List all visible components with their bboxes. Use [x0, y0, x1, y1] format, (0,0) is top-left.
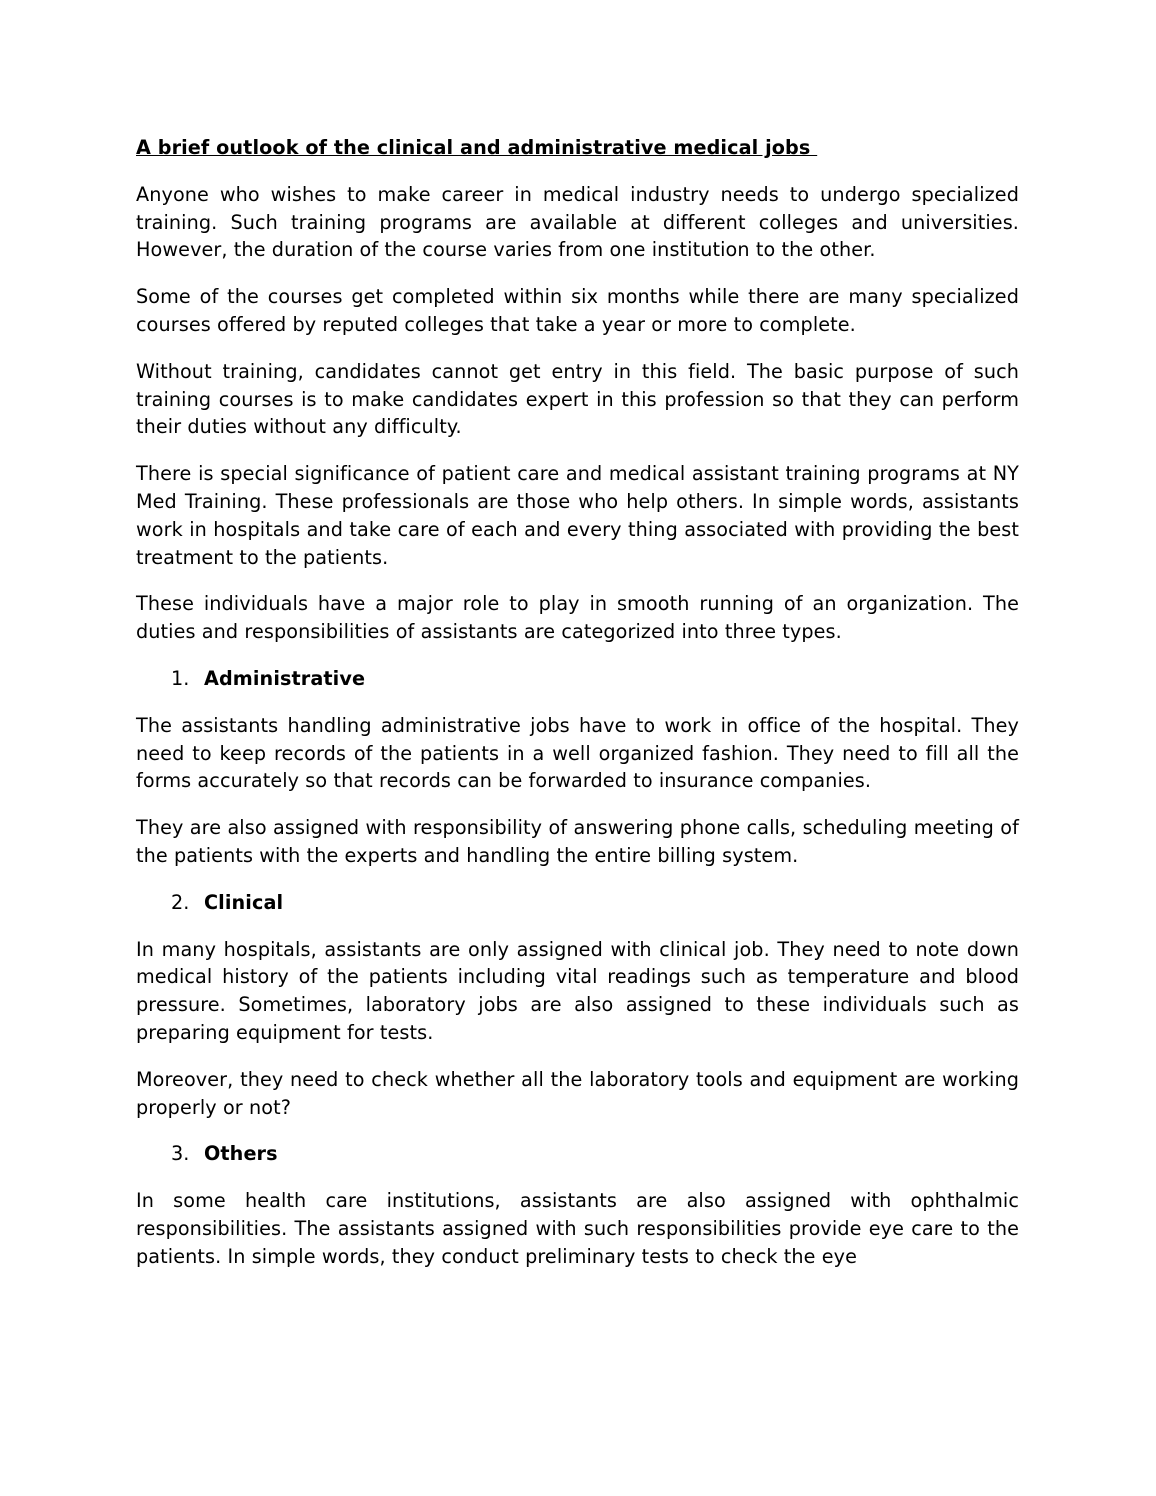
section-heading-others	[136, 1140, 1019, 1168]
section-heading-clinical	[136, 889, 1019, 917]
administrative-paragraph-1: The assistants handling administrative jobs have to work in office of the hospital. They need to keep records of the patients in a well organized fashion. They need to fill all the forms accurately so that records can be forwarded to insurance companies.	[136, 713, 1019, 793]
clinical-paragraph-2: Moreover, they need to check whether all the laboratory tools and equipment are working properly or not?	[136, 1067, 1019, 1119]
section-heading-label: Clinical	[204, 890, 284, 914]
list-number: 3.	[171, 1142, 190, 1166]
document-page	[136, 134, 1019, 1290]
intro-paragraph-2: Some of the courses get completed within six months while there are many specialized courses offered by reputed colleges that take a year or more to complete.	[136, 285, 1019, 336]
intro-paragraph-3: Without training, candidates cannot get entry in this field. The basic purpose of such training courses is to make candidates expert in this profession so that they can perform their duties without any difficulty.	[136, 359, 1019, 439]
intro-paragraph-5: These individuals have a major role to play in smooth running of an organization. The duties and responsibilities of assistants are categorized into three types.	[136, 592, 1019, 644]
list-number: 2.	[171, 890, 190, 914]
document-title: A brief outlook of the clinical and administrative medical jobs	[136, 136, 818, 159]
administrative-paragraph-2: They are also assigned with responsibility of answering phone calls, scheduling meeting of the patients with the experts and handling the entire billing system.	[136, 816, 1019, 867]
section-heading-label: Others	[204, 1142, 278, 1166]
list-number: 1.	[171, 666, 190, 690]
section-heading-administrative	[136, 665, 1019, 693]
section-heading-label: Administrative	[204, 666, 366, 690]
clinical-paragraph-1: In many hospitals, assistants are only assigned with clinical job. They need to note down medical history of the patients including vital readings such as temperature and blood pressure. Sometimes, laboratory jobs are also assigned to these individuals such as preparing equipment for tests.	[136, 937, 1019, 1044]
intro-paragraph-4: There is special significance of patient care and medical assistant training programs at NY Med Training. These professionals are those who help others. In simple words, assistants work in hospitals and take care of each and every thing associated with providing the best treatment to the patients.	[136, 462, 1019, 569]
intro-paragraph-1: Anyone who wishes to make career in medical industry needs to undergo specialized training. Such training programs are available at different colleges and universities. However, the duration of the course varies from one institution to the other.	[136, 182, 1019, 262]
others-paragraph-1: In some health care institutions, assistants are also assigned with ophthalmic responsibilities. The assistants assigned with such responsibilities provide eye care to the patients. In simple words, they conduct preliminary tests to check the eye	[136, 1189, 1019, 1268]
